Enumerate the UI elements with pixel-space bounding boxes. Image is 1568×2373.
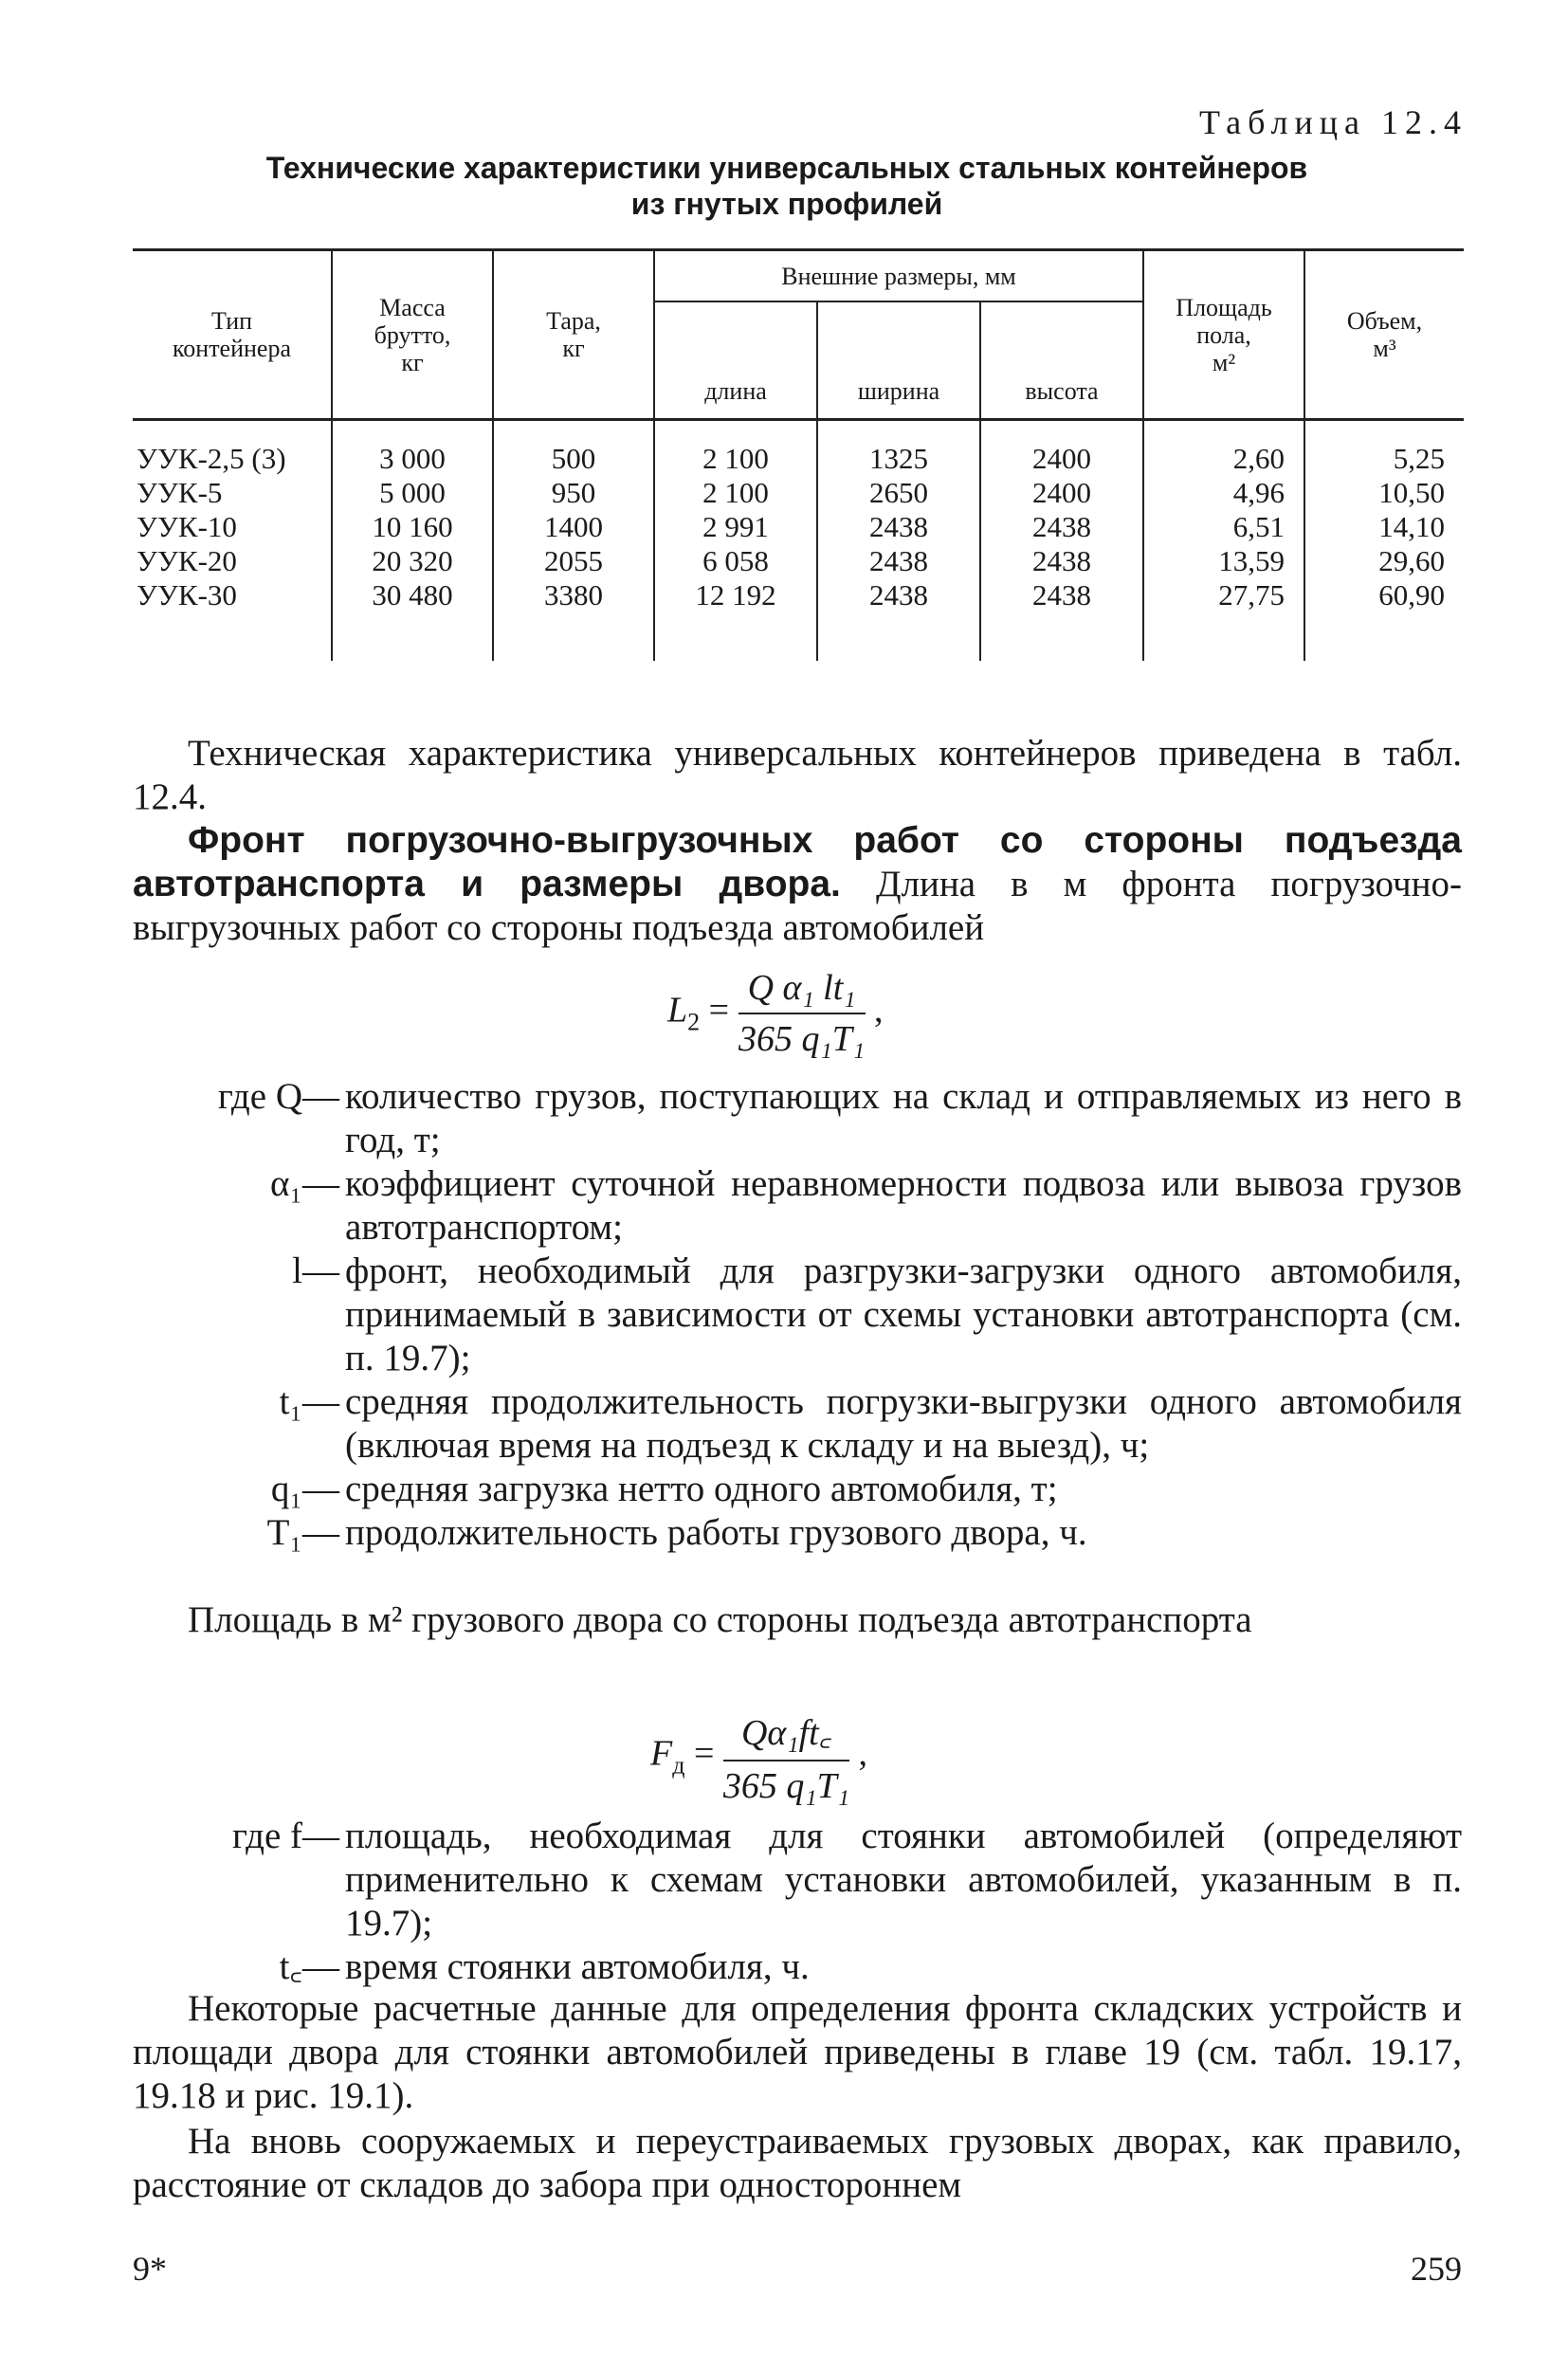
definition-text: средняя продолжительность погрузки-выгрузки одного автомобиля (включая время на подъезд к складу и на выезд), ч; [345, 1381, 1462, 1466]
definition-item [133, 1468, 1462, 1511]
definition-text: время стоянки автомобиля, ч. [345, 1946, 810, 1987]
definition-text: площадь, необходимая для стоянки автомобилей (определяют применительно к схемам установки автомобилей, указанным в п. 19.7); [345, 1816, 1462, 1944]
formula-2-denominator: 365 q₁T₁ [722, 1766, 849, 1806]
definition-symbol: где Q— [217, 1076, 339, 1117]
paragraph-3: Площадь в м² грузового двора со стороны подъезда автотранспорта [188, 1599, 1252, 1640]
formula-yard-area: $F_д$ = $\frac{\text{Qα₁ft꜀}}{\text{365 q₁T₁}}$ , [650, 1707, 867, 1807]
definition-symbol: q₁— [270, 1469, 339, 1509]
header-length: длина [654, 301, 817, 420]
definition-item [133, 1162, 1462, 1250]
paragraph-2 [133, 819, 1462, 950]
definition-symbol: где f— [232, 1816, 339, 1856]
container-spec-table [133, 248, 1464, 661]
table-title-line-2: из гнутых профилей [630, 187, 943, 221]
formula-front-length: $L_2$ = $\frac{\text{Q α₁ lt₁}}{\text{365 q₁T₁}}$ , [667, 968, 884, 1059]
header-width: ширина [817, 301, 980, 420]
formula-2-numerator: Qα₁ft꜀ [723, 1707, 849, 1761]
definition-item [133, 1945, 1462, 1989]
formula-1-numerator: Q α₁ lt₁ [738, 967, 866, 1014]
definition-symbol: α₁— [269, 1163, 339, 1204]
header-mass: Масса брутто, кг [332, 250, 493, 420]
definition-symbol: t₁— [279, 1381, 339, 1422]
definition-text: средняя загрузка нетто одного автомобиля, т; [345, 1469, 1058, 1509]
paragraph-1: Техническая характеристика универсальных контейнеров приведена в табл. 12.4. [133, 733, 1462, 817]
page-number: 259 [1411, 2250, 1462, 2288]
header-type: Тип контейнера [133, 250, 332, 420]
paragraph-2-text: Длина в м фронта погрузочно-выгрузочных работ со стороны подъезда автомобилей [133, 864, 1462, 948]
column-length: 2 100 2 100 2 991 6 058 12 192 [654, 420, 817, 662]
formula-1-lhs-sub: 2 [687, 1008, 701, 1036]
paragraph-2-heading: Фронт погрузочно-выгрузочных работ со стороны подъезда автотранспорта и размеры двора. [133, 820, 1462, 904]
definition-item [133, 1511, 1462, 1555]
definition-symbol: t꜀— [279, 1946, 339, 1987]
definitions-list-1 [133, 1075, 1462, 1555]
table-label: Таблица 12.4 [1199, 103, 1468, 141]
table-body-row [133, 420, 1464, 662]
definition-text: продолжительность работы грузового двора, ч. [345, 1512, 1087, 1553]
definition-symbol: l— [292, 1250, 339, 1291]
formula-1-lhs: L [667, 990, 688, 1031]
definition-item [133, 1380, 1462, 1468]
formula-2-lhs-sub: д [672, 1751, 685, 1780]
formula-2-lhs: F [650, 1733, 673, 1774]
column-type: УУК-2,5 (3) УУК-5 УУК-10 УУК-20 УУК-30 [137, 442, 286, 612]
header-height: высота [980, 301, 1143, 420]
column-tare: 500 950 1400 2055 3380 [493, 420, 654, 662]
paragraph-4: Некоторые расчетные данные для определения фронта складских устройств и площади двора для стоянки автомобилей приведены в главе 19 (см. табл. 19.17, 19.18 и рис. 19.1). [133, 1988, 1462, 2116]
header-outer-dims: Внешние размеры, мм [654, 250, 1143, 302]
signature-mark: 9* [133, 2250, 167, 2288]
definition-item [133, 1075, 1462, 1162]
header-tare: Тара, кг [493, 250, 654, 420]
table-title-line-1: Технические характеристики универсальных стальных контейнеров [265, 151, 1308, 185]
definition-item [133, 1815, 1462, 1945]
header-floor-area: Площадь пола, м² [1143, 250, 1304, 420]
column-width: 1325 2650 2438 2438 2438 [817, 420, 980, 662]
definition-text: фронт, необходимый для разгрузки-загрузки одного автомобиля, принимаемый в зависимости от схемы установки автотранспорта (см. п. 19.7); [345, 1250, 1462, 1378]
column-floor-area: 2,60 4,96 6,51 13,59 27,75 [1143, 420, 1304, 662]
header-volume: Объем, м³ [1304, 250, 1464, 420]
definition-text: количество грузов, поступающих на склад и отправляемых из него в год, т; [345, 1076, 1462, 1160]
definition-item [133, 1250, 1462, 1380]
formula-1-denominator: 365 q₁T₁ [738, 1019, 866, 1059]
column-mass: 3 000 5 000 10 160 20 320 30 480 [332, 420, 493, 662]
column-volume: 5,25 10,50 14,10 29,60 60,90 [1304, 420, 1464, 662]
paragraph-5: На вновь сооружаемых и переустраиваемых грузовых дворах, как правило, расстояние от складов до забора при одностороннем [133, 2121, 1462, 2205]
definition-symbol: T₁— [266, 1512, 339, 1553]
definition-text: коэффициент суточной неравномерности подвоза или вывоза грузов автотранспортом; [345, 1163, 1462, 1248]
column-height: 2400 2400 2438 2438 2438 [980, 420, 1143, 662]
definitions-list-2 [133, 1815, 1462, 1989]
table-title [123, 150, 1450, 222]
